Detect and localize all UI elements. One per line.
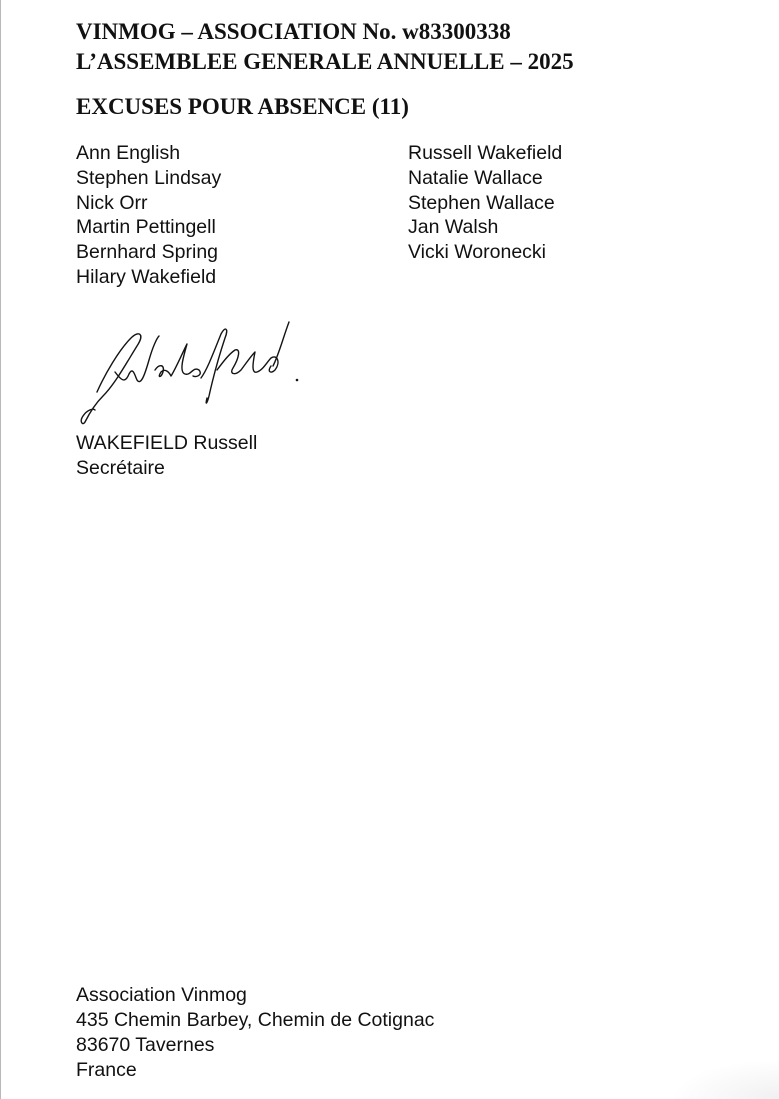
absentee-list-left [76, 141, 221, 290]
document-title-association: VINMOG – ASSOCIATION No. w83300338 [76, 19, 511, 44]
address-line: France [76, 1059, 137, 1081]
signatory-name: WAKEFIELD Russell [76, 432, 258, 454]
section-heading-apologies: EXCUSES POUR ABSENCE (11) [76, 94, 409, 119]
absentee-name: Natalie Wallace [408, 166, 543, 189]
signatory-role: Secrétaire [76, 457, 165, 479]
absentee-name: Ann English [76, 142, 181, 164]
absentee-name: Vicki Woronecki [408, 241, 546, 264]
address-line: 83670 Tavernes [76, 1034, 215, 1056]
absentee-name: Bernhard Spring [76, 241, 219, 264]
address-line: Association Vinmog [76, 984, 247, 1006]
absentee-name: Russell Wakefield [408, 142, 563, 164]
signatory-block [76, 431, 257, 481]
absentee-name: Stephen Lindsay [76, 166, 222, 189]
address-line: 435 Chemin Barbey, Chemin de Cotignac [76, 1009, 435, 1031]
absentee-name: Hilary Wakefield [76, 265, 217, 288]
footer-address [76, 983, 434, 1083]
absentee-name: Martin Pettingell [76, 216, 216, 239]
document-title-meeting: L’ASSEMBLEE GENERALE ANNUELLE – 2025 [76, 49, 574, 74]
handwritten-signature [75, 314, 307, 426]
absentee-list-right [408, 141, 562, 265]
absentee-name: Nick Orr [76, 191, 148, 214]
page-corner-shadow [669, 1059, 779, 1099]
absentee-name: Stephen Wallace [408, 191, 555, 214]
absentee-name: Jan Walsh [408, 216, 499, 239]
